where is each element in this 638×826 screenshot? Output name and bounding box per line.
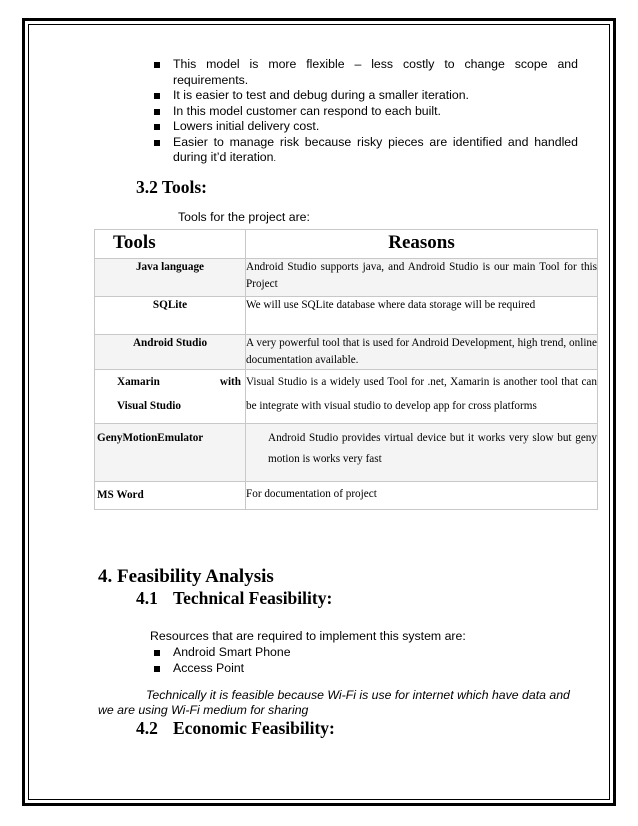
- list-item: Android Smart Phone: [150, 645, 291, 661]
- tool-cell: MS Word: [95, 482, 246, 510]
- tool-cell: GenyMotionEmulator: [95, 424, 246, 482]
- reason-cell: Android Studio provides virtual device but it works very slow but geny motion is works very fast: [246, 424, 598, 482]
- column-header-reasons: Reasons: [246, 230, 598, 259]
- reason-cell: We will use SQLite database where data storage will be required: [246, 297, 598, 335]
- square-bullet-icon: [154, 650, 160, 656]
- section-heading-feasibility: 4. Feasibility Analysis: [98, 566, 274, 587]
- reason-cell: For documentation of project: [246, 482, 598, 510]
- reason-cell: Android Studio supports java, and Android Studio is our main Tool for this Project: [246, 259, 598, 297]
- resources-list: [150, 645, 291, 676]
- reason-cell: Visual Studio is a widely used Tool for .net, Xamarin is another tool that can be integrate with visual studio to develop app for cross platforms: [246, 370, 598, 424]
- table-row: [95, 259, 598, 297]
- table-row: [95, 297, 598, 335]
- list-item: Easier to manage risk because risky pieces are identified and handled during it’d iteration.: [150, 135, 578, 167]
- square-bullet-icon: [154, 109, 160, 115]
- column-header-tools: Tools: [95, 230, 246, 259]
- table-row: [95, 335, 598, 370]
- tool-cell: Android Studio: [95, 335, 246, 370]
- square-bullet-icon: [154, 140, 160, 146]
- tool-cell: Xamarin with Visual Studio: [95, 370, 246, 424]
- subsection-heading-technical: 4.1 Technical Feasibility:: [136, 588, 333, 608]
- tool-cell: Java language: [95, 259, 246, 297]
- table-row: [95, 482, 598, 510]
- list-item: It is easier to test and debug during a smaller iteration.: [150, 88, 578, 104]
- square-bullet-icon: [154, 93, 160, 99]
- tool-cell: SQLite: [95, 297, 246, 335]
- section-heading-tools: 3.2 Tools:: [136, 177, 207, 197]
- table-header-row: [95, 230, 598, 259]
- reason-cell: A very powerful tool that is used for Android Development, high trend, online documentation available.: [246, 335, 598, 370]
- list-item: Access Point: [150, 661, 291, 677]
- list-item: Lowers initial delivery cost.: [150, 119, 578, 135]
- square-bullet-icon: [154, 124, 160, 130]
- square-bullet-icon: [154, 666, 160, 672]
- technical-feasibility-paragraph: Technically it is feasible because Wi-Fi is use for internet which have data and we are using Wi-Fi medium for sharing: [98, 688, 570, 717]
- advantages-list: [150, 57, 578, 167]
- table-row: [95, 370, 598, 424]
- tools-intro-text: Tools for the project are:: [178, 210, 310, 224]
- list-item: This model is more flexible – less costly to change scope and requirements.: [150, 57, 578, 88]
- resources-intro-text: Resources that are required to implement this system are:: [150, 629, 466, 643]
- table-row: [95, 424, 598, 482]
- subsection-heading-economic: 4.2 Economic Feasibility:: [136, 718, 335, 738]
- square-bullet-icon: [154, 62, 160, 68]
- list-item: In this model customer can respond to each built.: [150, 104, 578, 120]
- tools-table: [94, 229, 598, 510]
